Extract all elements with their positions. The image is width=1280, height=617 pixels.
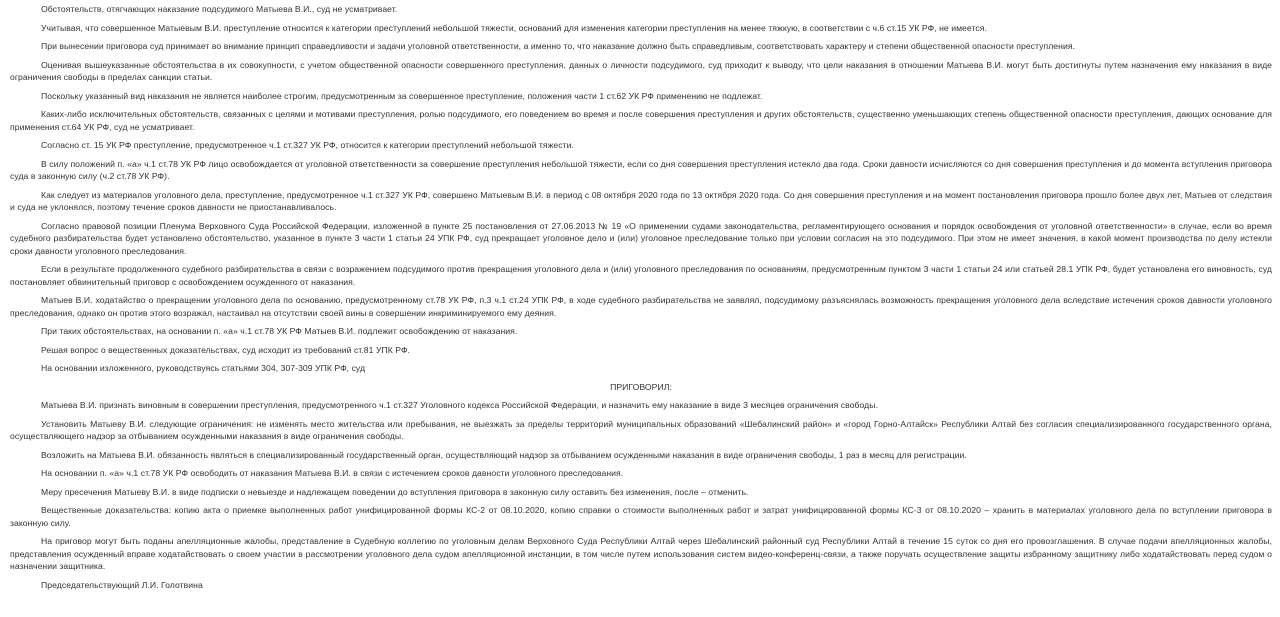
verdict-heading: ПРИГОВОРИЛ: [610,381,672,392]
paragraph-plenum-position: Согласно правовой позиции Пленума Верховного Суда Российской Федерации, изложенной в пункте 25 постановления от 27.06.2013 № 19 «О применении судами законодательства, регламентирующего основания и порядок освобождения от уголовной ответственности» в случае, если во время судебного разбирательства будет установлено обстоятельство, указанное в пункте 3 части 1 статьи 24 УПК РФ, суд прекращает уголовное дело и (или) уголовное преследование только при условии согласия на это подсудимого. При этом не имеет значения, в какой момент производства по делу истекли сроки давности уголовного преследования. [10,220,1272,256]
paragraph-restrictions: Установить Матыеву В.И. следующие ограничения: не изменять место жительства или пребывания, не выезжать за пределы территорий муниципальных образований «Шебалинский район» и «город Горно-Алтайск» Республики Алтай без согласия специализированного государственного органа, осуществляющего надзор за отбыванием осужденными наказания в виде ограничения свободы. [10,418,1272,441]
paragraph-release-from-punishment: На основании п. «а» ч.1 ст.78 УК РФ освободить от наказания Матыева В.И. в связи с истечением сроков давности уголовного преследования. [41,468,624,478]
paragraph-appeal: На приговор могут быть поданы апелляционные жалобы, представление в Судебную коллегию по уголовным делам Верховного Суда Республики Алтай через Шебалинский районный суд Республики Алтай в течение 15 суток со дня его провозглашения. В случае подачи апелляционных жалобы, представления осужденный вправе ходатайствовать о своем участии в рассмотрении уголовного дела судом апелляционной инстанции, в том числе путем использования систем видео-конференц-связи, а также поручать осуществление защиты избранному защитнику либо ходатайствовать перед судом о назначении защитника. [10,536,1272,571]
paragraph-article-62: Поскольку указанный вид наказания не является наиболее строгим, предусмотренным за совершенное преступление, положения части 1 ст.62 УК РФ применению не подлежат. [41,90,763,101]
paragraph-continued-proceedings: Если в результате продолженного судебного разбирательства в связи с возражением подсудимого против прекращения уголовного дела и (или) уголовного преследования по основаниям, предусмотренным пунктом 3 части 1 статьи 24 или статьей 28.1 УПК РФ, будет установлена его виновность, суд постановляет обвинительный приговор с освобождением осужденного от наказания. [10,264,1272,287]
paragraph-article-78: В силу положений п. «а» ч.1 ст.78 УК РФ лицо освобождается от уголовной ответственности за совершение преступления небольшой тяжести, если со дня совершения преступления истекло два года. Сроки давности исчисляются со дня совершения преступления и до момента вступления приговора суда в законную силу (ч.2 ст.78 УК РФ). [10,158,1272,181]
paragraph-justice-principle: При вынесении приговора суд принимает во внимание принцип справедливости и задачи уголовной ответственности, а именно то, что наказание должно быть справедливым, соответствовать характеру и степени общественной опасности преступления. [41,41,1076,51]
paragraph-article-15: Согласно ст. 15 УК РФ преступление, предусмотренное ч.1 ст.327 УК РФ, относится к категории преступлений небольшой тяжести. [41,140,574,150]
paragraph-release: При таких обстоятельствах, на основании п. «а» ч.1 ст.78 УК РФ Матыев В.И. подлежит освобождению от наказания. [41,326,518,336]
paragraph-category: Учитывая, что совершенное Матыевым В.И. преступление относится к категории преступлений небольшой тяжести, оснований для изменения категории преступления на менее тяжкую, в соответствии с ч.6 ст.15 УК РФ, не имеется. [41,22,987,33]
paragraph-court-basis: На основании изложенного, руководствуясь статьями 304, 307-309 УПК РФ, суд [41,363,366,373]
paragraph-assessment: Оценивая вышеуказанные обстоятельства в их совокупности, с учетом общественной опасности совершенного преступления, данных о личности подсудимого, суд приходит к выводу, что цели наказания в отношении Матыева В.И. могут быть достигнуты путем назначения ему наказания в виде ограничения свободы в пределах санкции статьи. [10,59,1272,82]
paragraph-article-64: Каких-либо исключительных обстоятельств, связанных с целями и мотивами преступления, ролью подсудимого, его поведением во время и после совершения преступления и других обстоятельств, существенно уменьшающих степень общественной опасности преступления, дающих основание для применения ст.64 УК РФ, суд не усматривает. [10,109,1272,132]
paragraph-defendant-motion: Матыев В.И. ходатайство о прекращении уголовного дела по основанию, предусмотренному ст.78 УК РФ, п.3 ч.1 ст.24 УПК РФ, в ходе судебного разбирательства не заявлял, подсудимому разъяснялась возможность прекращения уголовного дела вследствие истечения сроков давности уголовного преследования, однако он против этого возражал, настаивал на отсутствии своей вины в совершении инкриминируемого ему деяния. [10,295,1272,318]
paragraph-physical-evidence: Вещественные доказательства: копию акта о приемке выполненных работ унифицированной формы КС-2 от 08.10.2020, копию справки о стоимости выполненных работ и затрат унифицированной формы КС-3 от 08.10.2020 – хранить в материалах уголовного дела по вступлении приговора в законную силу. [10,505,1272,528]
paragraph-preventive-measure: Меру пресечения Матыеву В.И. в виде подписки о невыезде и надлежащем поведении до вступления приговора в законную силу оставить без изменения, после – отменить. [41,486,749,497]
paragraph-presiding-judge: Председательствующий Л.И. Голотвина [41,579,203,590]
paragraph-aggravating: Обстоятельств, отягчающих наказание подсудимого Матыева В.И., суд не усматривает. [41,4,398,14]
paragraph-guilty: Матыева В.И. признать виновным в совершении преступления, предусмотренного ч.1 ст.327 Уголовного кодекса Российской Федерации, и назначить ему наказание в виде 3 месяцев ограничения свободы. [41,400,878,410]
paragraph-case-materials: Как следует из материалов уголовного дела, преступление, предусмотренное ч.1 ст.327 УК РФ, совершено Матыевым В.И. в период с 08 октября 2020 года по 13 октября 2020 года. Со дня совершения преступления и на момент постановления приговора прошло более двух лет, Матыев от следствия и суда не уклонялся, поэтому течение сроков давности не приостанавливалось. [10,189,1272,212]
paragraph-evidence-question: Решая вопрос о вещественных доказательствах, суд исходит из требований ст.81 УПК РФ. [41,344,410,355]
paragraph-registration-duty: Возложить на Матыева В.И. обязанность являться в специализированный государственный орган, осуществляющий надзор за отбыванием осужденными наказания в виде ограничения свободы, 1 раз в месяц для регистрации. [41,449,967,460]
